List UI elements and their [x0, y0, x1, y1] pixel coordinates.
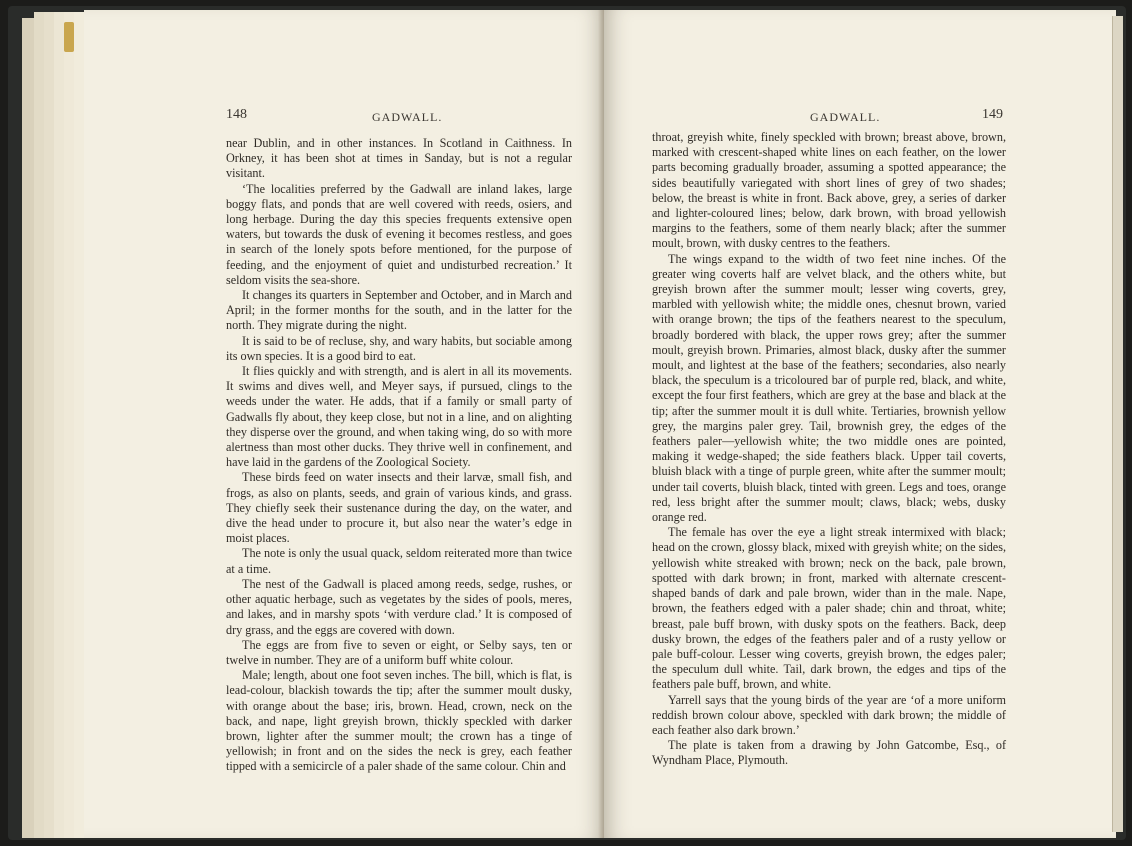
running-head: GADWALL. — [372, 110, 443, 124]
paragraph: Yarrell says that the young birds of the year are ‘of a more uniform reddish brown colour above, speckled with dark brown; the middle of each feather also dark brown.’ — [652, 692, 1006, 737]
paragraph: near Dublin, and in other instances. In Scotland in Caithness. In Orkney, it has been shot at times in Sanday, but is not a regular visitant. — [226, 136, 572, 181]
paragraph: These birds feed on water insects and their larvæ, small fish, and frogs, as also on plants, seeds, and grain of various kinds, and grass. They chiefly seek their sustenance during the day, on the water, and dive the head under to procure it, but also near the water’s edge in moist places. — [226, 470, 572, 546]
paragraph: The eggs are from five to seven or eight, or Selby says, ten or twelve in number. They are of a uniform buff white colour. — [226, 637, 572, 667]
paragraph: It changes its quarters in September and October, and in March and April; in the former months for the south, and in the latter for the north. They migrate during the night. — [226, 288, 572, 333]
page-body — [652, 130, 1006, 769]
page-number: 149 — [982, 107, 1003, 122]
page-edge — [1112, 16, 1123, 832]
left-page — [84, 10, 604, 838]
paragraph: The wings expand to the width of two feet nine inches. Of the greater wing coverts half are velvet black, and the others white, but greyish brown after the summer moult; lesser wing coverts, grey, marbled with yellowish white; the middle ones, chesnut brown, varied with orange brown; the tips of the feathers nearest to the speculum, broadly bordered with black, the upper rows grey; after the summer moult, greyish brown. Primaries, almost black, dusky after the summer moult, and lightest at the base of the feathers; secondaries, also nearly black, the speculum is a tricoloured bar of purple red, black, and white, except the four first feathers, which are grey at the base and black at the tip; after the summer moult it is dull white. Tertiaries, brownish yellow grey, the margins paler grey. Tail, brownish grey, the edges of the feathers paler—yellowish white; the two middle ones are pointed, making it wedge-shaped; the side feathers black. Upper tail coverts, bluish black with a tinge of purple green, white after the summer moult; under tail coverts, bluish black, tinted with green. Legs and toes, orange red, less bright after the summer moult; claws, black; webs, dusky orange red. — [652, 251, 1006, 525]
right-page — [604, 10, 1116, 838]
page-number: 148 — [226, 107, 247, 122]
paragraph: The female has over the eye a light streak intermixed with black; head on the crown, glossy black, mixed with greyish white; on the sides, yellowish white streaked with brown; neck on the back, pale brown, spotted with dark brown; in front, marked with alternate crescent-shaped bands of dark and pale brown, wider than in the male. Nape, brown, the feathers edged with a paler shade; chin and throat, white; breast, pale buff brown, with dusky spots on the feathers. Back, deep dusky brown, the edges of the feathers paler and of a rusty yellow or pale buff-colour. Lesser wing coverts, greyish brown, the edges paler; the speculum dull white. Tail, dark brown, the edges and tips of the feathers pale buff, brown, and white. — [652, 525, 1006, 692]
running-head: GADWALL. — [810, 110, 881, 124]
paragraph: The note is only the usual quack, seldom reiterated more than twice at a time. — [226, 546, 572, 576]
page-body — [226, 136, 572, 775]
paragraph: Male; length, about one foot seven inches. The bill, which is flat, is lead-colour, blackish towards the tip; after the summer moult dusky, with orange about the base; iris, brown. Head, crown, neck on the back, and nape, light greyish brown, thickly speckled with darker brown, lighter after the summer moult; the crown has a tinge of yellowish; in front and on the sides the neck is grey, each feather tipped with a semicircle of a paler shade of the same colour. Chin and — [226, 668, 572, 774]
paragraph: The nest of the Gadwall is placed among reeds, sedge, rushes, or other aquatic herbage, such as vegetates by the sides of pools, meres, and lakes, and in marshy spots ‘with verdure clad.’ It is composed of dry grass, and the eggs are covered with down. — [226, 576, 572, 637]
paragraph: It is said to be of recluse, shy, and wary habits, but sociable among its own species. It is a good bird to eat. — [226, 333, 572, 363]
paragraph: The plate is taken from a drawing by John Gatcombe, Esq., of Wyndham Place, Plymouth. — [652, 738, 1006, 768]
paragraph: throat, greyish white, finely speckled with brown; breast above, brown, marked with crescent-shaped white lines on each feather, on the lower parts becoming gradually broader, assuming a spotted appearance; the sides beautifully variegated with short lines of grey of two shades; below, the breast is white in front. Back above, grey, a series of darker and lighter-coloured lines; below, dark brown, with broad yellowish margins to the feathers, some of them nearly black; after the summer moult, brown, with dusky centres to the feathers. — [652, 130, 1006, 251]
bookmark-tab — [64, 22, 74, 52]
paragraph: ‘The localities preferred by the Gadwall are inland lakes, large boggy flats, and ponds that are well covered with reeds, osiers, and long herbage. During the day this species frequents extensive open waters, but towards the dusk of evening it becomes restless, and goes in search of the lonely spots before mentioned, for the purpose of feeding, and the enjoyment of quiet and undisturbed recreation.’ It seldom visits the sea-shore. — [226, 181, 572, 287]
paragraph: It flies quickly and with strength, and is alert in all its movements. It swims and dives well, and Meyer says, if pursued, clings to the weeds under the water. He adds, that if a family or small party of Gadwalls fly about, they keep close, but not in a line, and on alighting they disperse over the ground, and when taking wing, do so with more alertness than most other ducks. They thrive well in confinement, and have laid in the gardens of the Zoological Society. — [226, 364, 572, 470]
